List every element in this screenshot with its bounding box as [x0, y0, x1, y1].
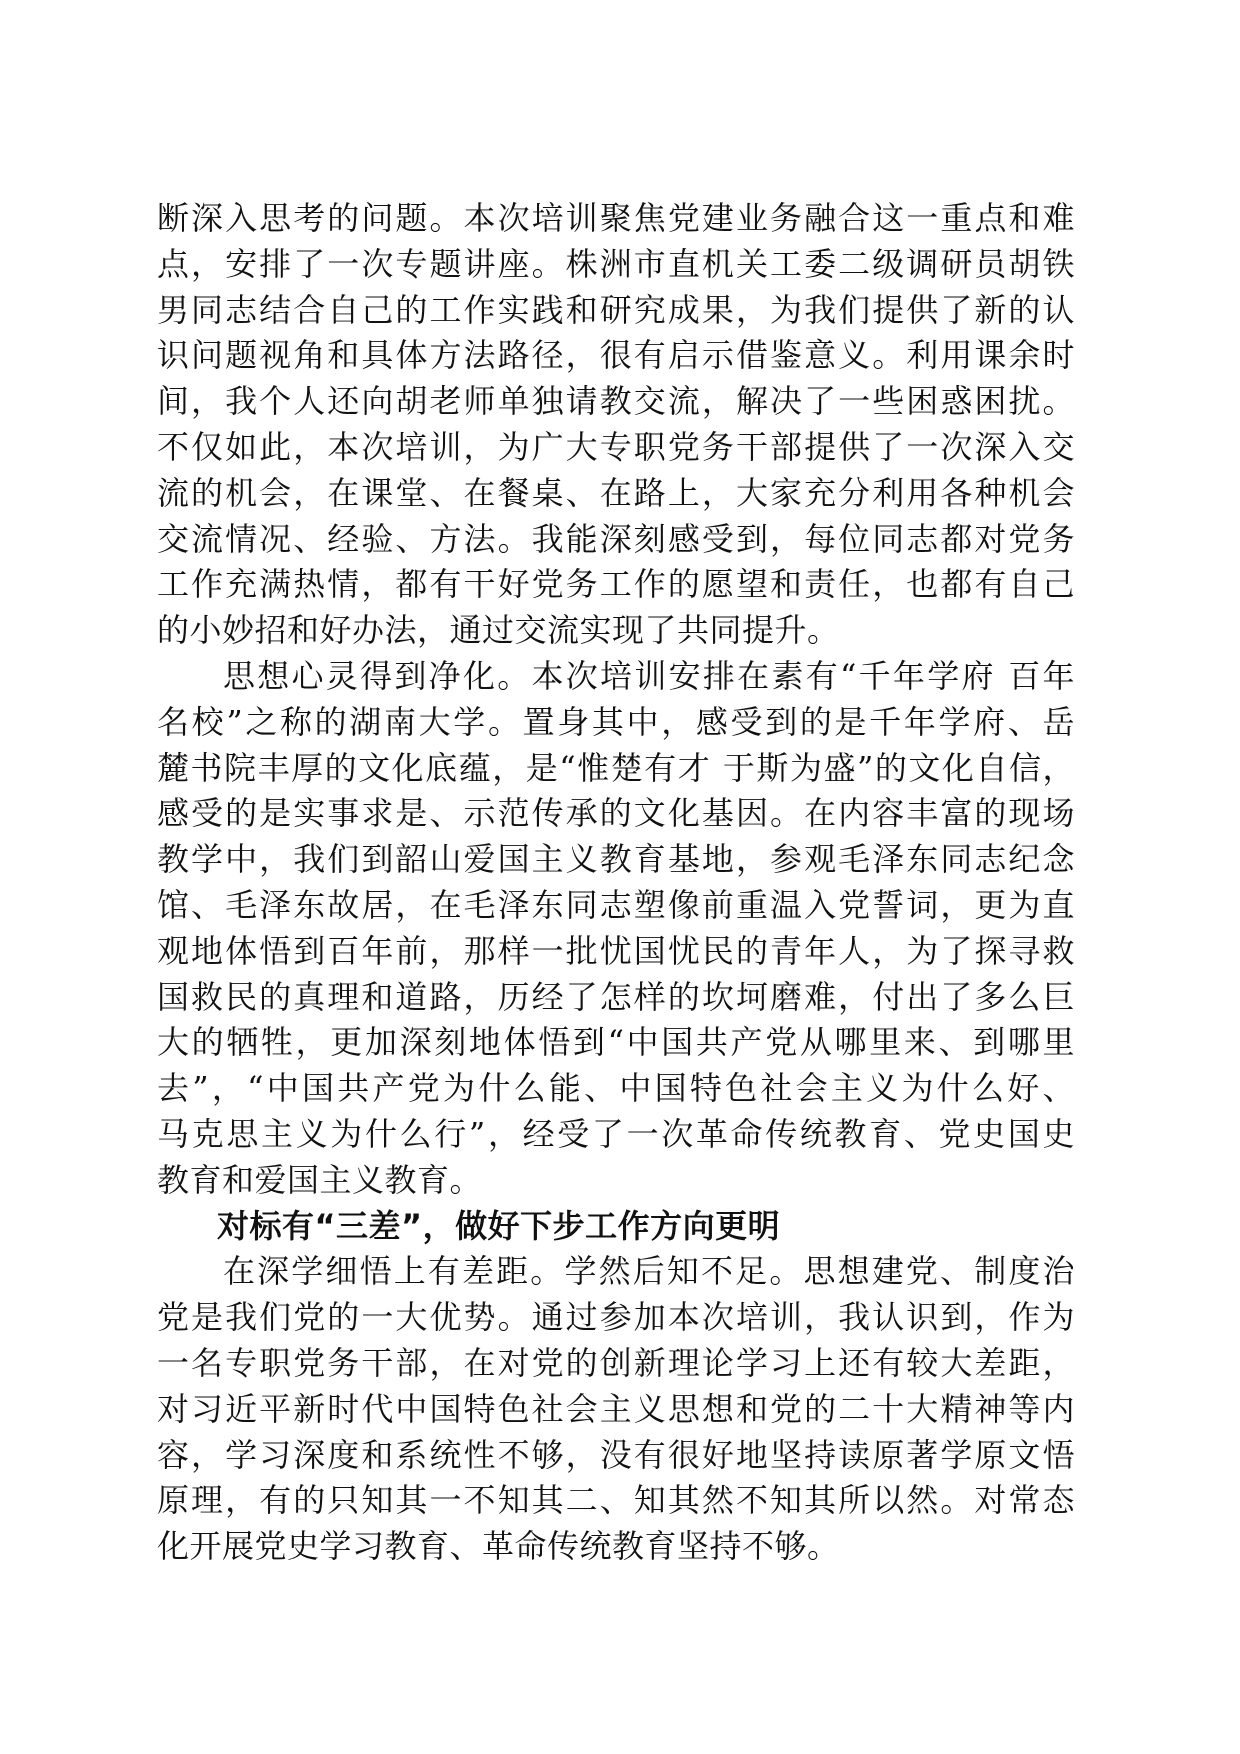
- section-heading-text: 对标有“三差”，做好下步工作方向更明: [217, 1206, 781, 1245]
- text-line: 化开展党史学习教育、革命传统教育坚持不够。: [157, 1527, 840, 1566]
- text-line: 间，我个人还向胡老师单独请教交流，解决了一些困惑困扰。: [157, 382, 1075, 421]
- text-line: 流的机会，在课堂、在餐桌、在路上，大家充分利用各种机会: [157, 473, 1075, 512]
- text-line: 的小妙招和好办法，通过交流实现了共同提升。: [157, 611, 840, 650]
- text-line: 教学中，我们到韶山爱国主义教育基地，参观毛泽东同志纪念: [157, 840, 1075, 879]
- text-line: 国救民的真理和道路，历经了怎样的坎坷磨难，付出了多么巨: [157, 977, 1075, 1016]
- text-line: 大的牺牲，更加深刻地体悟到“中国共产党从哪里来、到哪里: [157, 1023, 1075, 1062]
- text-line: 容，学习深度和系统性不够，没有很好地坚持读原著学原文悟: [157, 1435, 1075, 1474]
- text-line: 男同志结合自己的工作实践和研究成果，为我们提供了新的认: [157, 290, 1075, 329]
- text-line: 去”，“中国共产党为什么能、中国特色社会主义为什么好、: [157, 1069, 1075, 1108]
- text-line: 一名专职党务干部，在对党的创新理论学习上还有较大差距，: [157, 1343, 1075, 1382]
- text-line: 麓书院丰厚的文化底蕴，是“惟楚有才 于斯为盛”的文化自信，: [157, 748, 1075, 787]
- text-line: 工作充满热情，都有干好党务工作的愿望和责任，也都有自己: [157, 565, 1075, 604]
- paragraph-study-gap: [157, 1249, 1075, 1570]
- paragraph-exchange: [157, 196, 1075, 654]
- text-line: 在深学细悟上有差距。学然后知不足。思想建党、制度治: [223, 1252, 1075, 1291]
- text-line: 对习近平新时代中国特色社会主义思想和党的二十大精神等内: [157, 1389, 1075, 1428]
- text-line: 断深入思考的问题。本次培训聚焦党建业务融合这一重点和难: [157, 199, 1075, 237]
- text-line: 原理，有的只知其一不知其二、知其然不知其所以然。对常态: [157, 1481, 1075, 1520]
- text-line: 名校”之称的湖南大学。置身其中，感受到的是千年学府、岳: [157, 702, 1075, 741]
- text-line: 感受的是实事求是、示范传承的文化基因。在内容丰富的现场: [157, 794, 1075, 833]
- text-line: 识问题视角和具体方法路径，很有启示借鉴意义。利用课余时: [157, 336, 1075, 375]
- section-heading: [157, 1204, 1075, 1250]
- text-line: 观地体悟到百年前，那样一批忧国忧民的青年人，为了探寻救: [157, 931, 1075, 970]
- text-line: 馆、毛泽东故居，在毛泽东同志塑像前重温入党誓词，更为直: [157, 885, 1075, 924]
- paragraph-purification: [157, 654, 1075, 1204]
- text-line: 点，安排了一次专题讲座。株洲市直机关工委二级调研员胡铁: [157, 244, 1075, 283]
- text-line: 马克思主义为什么行”，经受了一次革命传统教育、党史国史: [157, 1114, 1075, 1153]
- text-line: 不仅如此，本次培训，为广大专职党务干部提供了一次深入交: [157, 427, 1075, 466]
- document-page: [157, 196, 1075, 1570]
- text-line: 党是我们党的一大优势。通过参加本次培训，我认识到，作为: [157, 1298, 1075, 1337]
- text-line: 思想心灵得到净化。本次培训安排在素有“千年学府 百年: [223, 656, 1075, 695]
- text-line: 教育和爱国主义教育。: [157, 1160, 483, 1199]
- text-line: 交流情况、经验、方法。我能深刻感受到，每位同志都对党务: [157, 519, 1075, 558]
